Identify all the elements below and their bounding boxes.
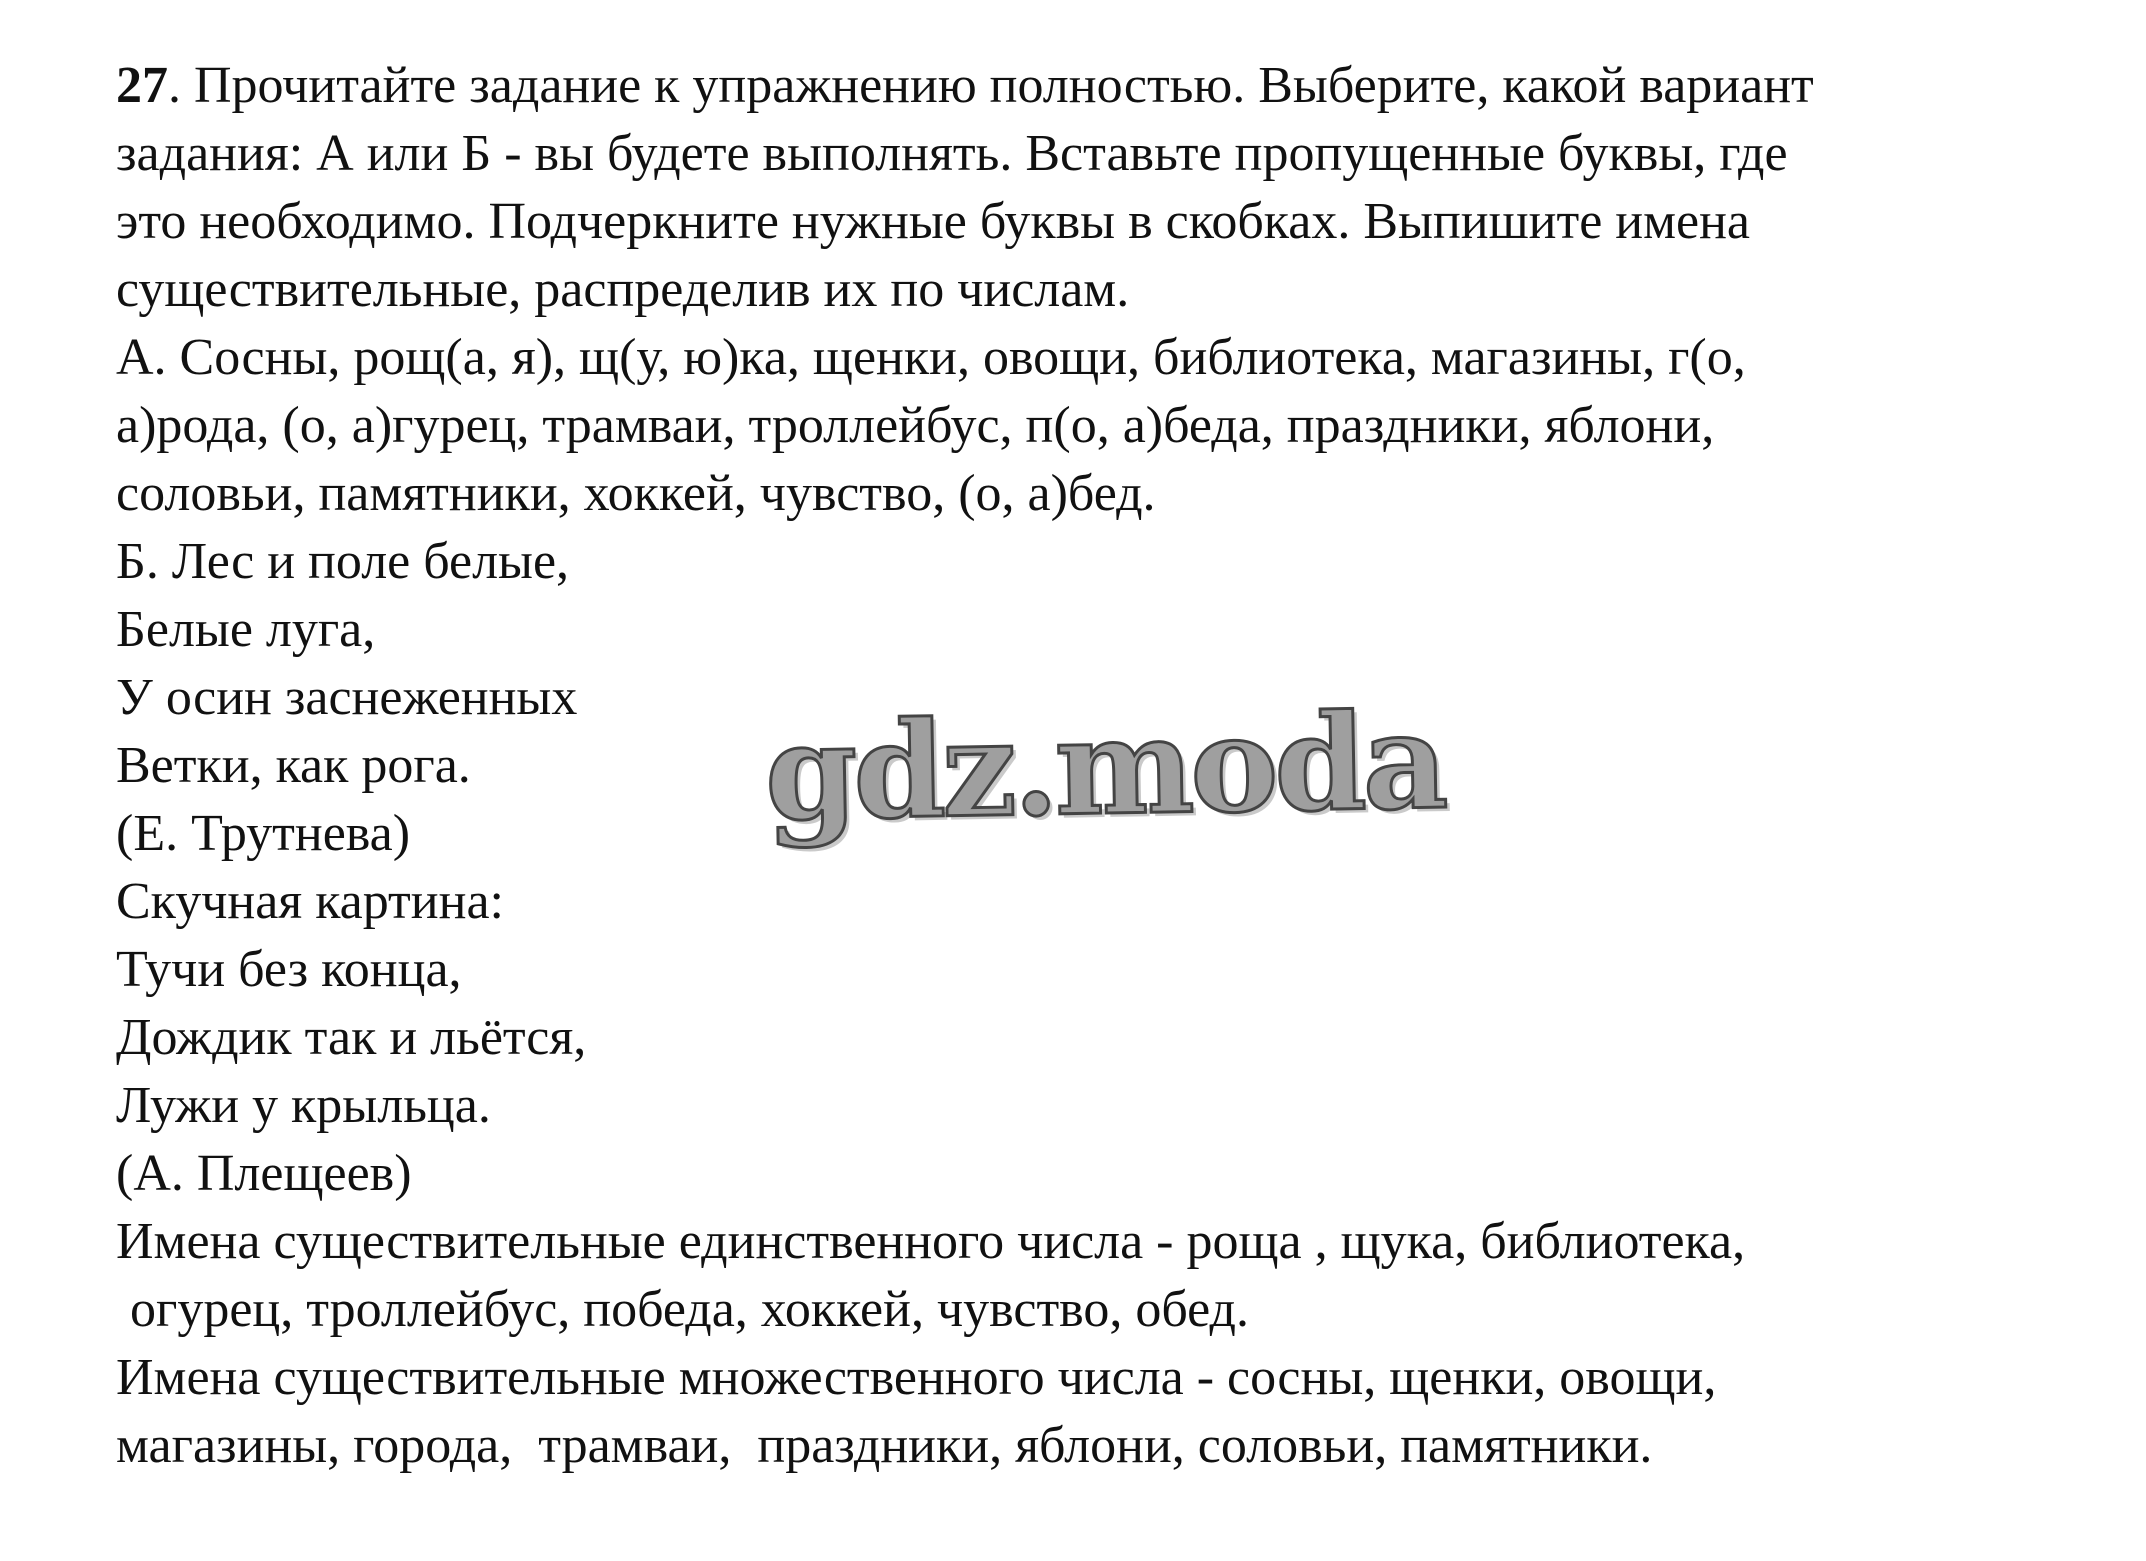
poem-line: У осин заснеженных xyxy=(116,669,578,726)
task-line: задания: А или Б - вы будете выполнять. Вставьте пропущенные буквы, где xyxy=(116,125,1788,182)
poem-line: Тучи без конца, xyxy=(116,941,462,998)
task-line: 27. Прочитайте задание к упражнению полностью. Выберите, какой вариант xyxy=(116,57,1814,114)
poem-line: Лужи у крыльца. xyxy=(116,1077,491,1134)
variant-a-line: А. Сосны, рощ(а, я), щ(у, ю)ка, щенки, овощи, библиотека, магазины, г(о, xyxy=(116,329,1746,386)
task-line: это необходимо. Подчеркните нужные буквы в скобках. Выпишите имена xyxy=(116,193,1751,250)
poem-line: Дождик так и льётся, xyxy=(116,1009,587,1066)
poem-line: Скучная картина: xyxy=(116,873,504,930)
answer-plural-line: Имена существительные множественного числа - сосны, щенки, овощи, xyxy=(116,1349,1717,1406)
answer-singular-line: Имена существительные единственного числа - роща , щука, библиотека, xyxy=(116,1213,1746,1270)
watermark-logo: gdz.moda xyxy=(763,684,1446,851)
poem-author: (А. Плещеев) xyxy=(116,1145,412,1202)
answer-singular-line: огурец, троллейбус, победа, хоккей, чувство, обед. xyxy=(130,1281,1249,1338)
poem-line: Ветки, как рога. xyxy=(116,737,471,794)
poem-line: Белые луга, xyxy=(116,601,376,658)
poem-author: (Е. Трутнева) xyxy=(116,805,411,862)
exercise-number: 27 xyxy=(116,57,168,114)
task-line: существительные, распределив их по числам. xyxy=(116,261,1130,318)
poem-line: Б. Лес и поле белые, xyxy=(116,533,570,590)
variant-a-line: а)рода, (о, а)гурец, трамваи, троллейбус, п(о, а)беда, праздники, яблони, xyxy=(116,397,1715,454)
answer-plural-line: магазины, города, трамваи, праздники, яблони, соловьи, памятники. xyxy=(116,1417,1653,1474)
variant-a-line: соловьи, памятники, хоккей, чувство, (о, а)бед. xyxy=(116,465,1156,522)
